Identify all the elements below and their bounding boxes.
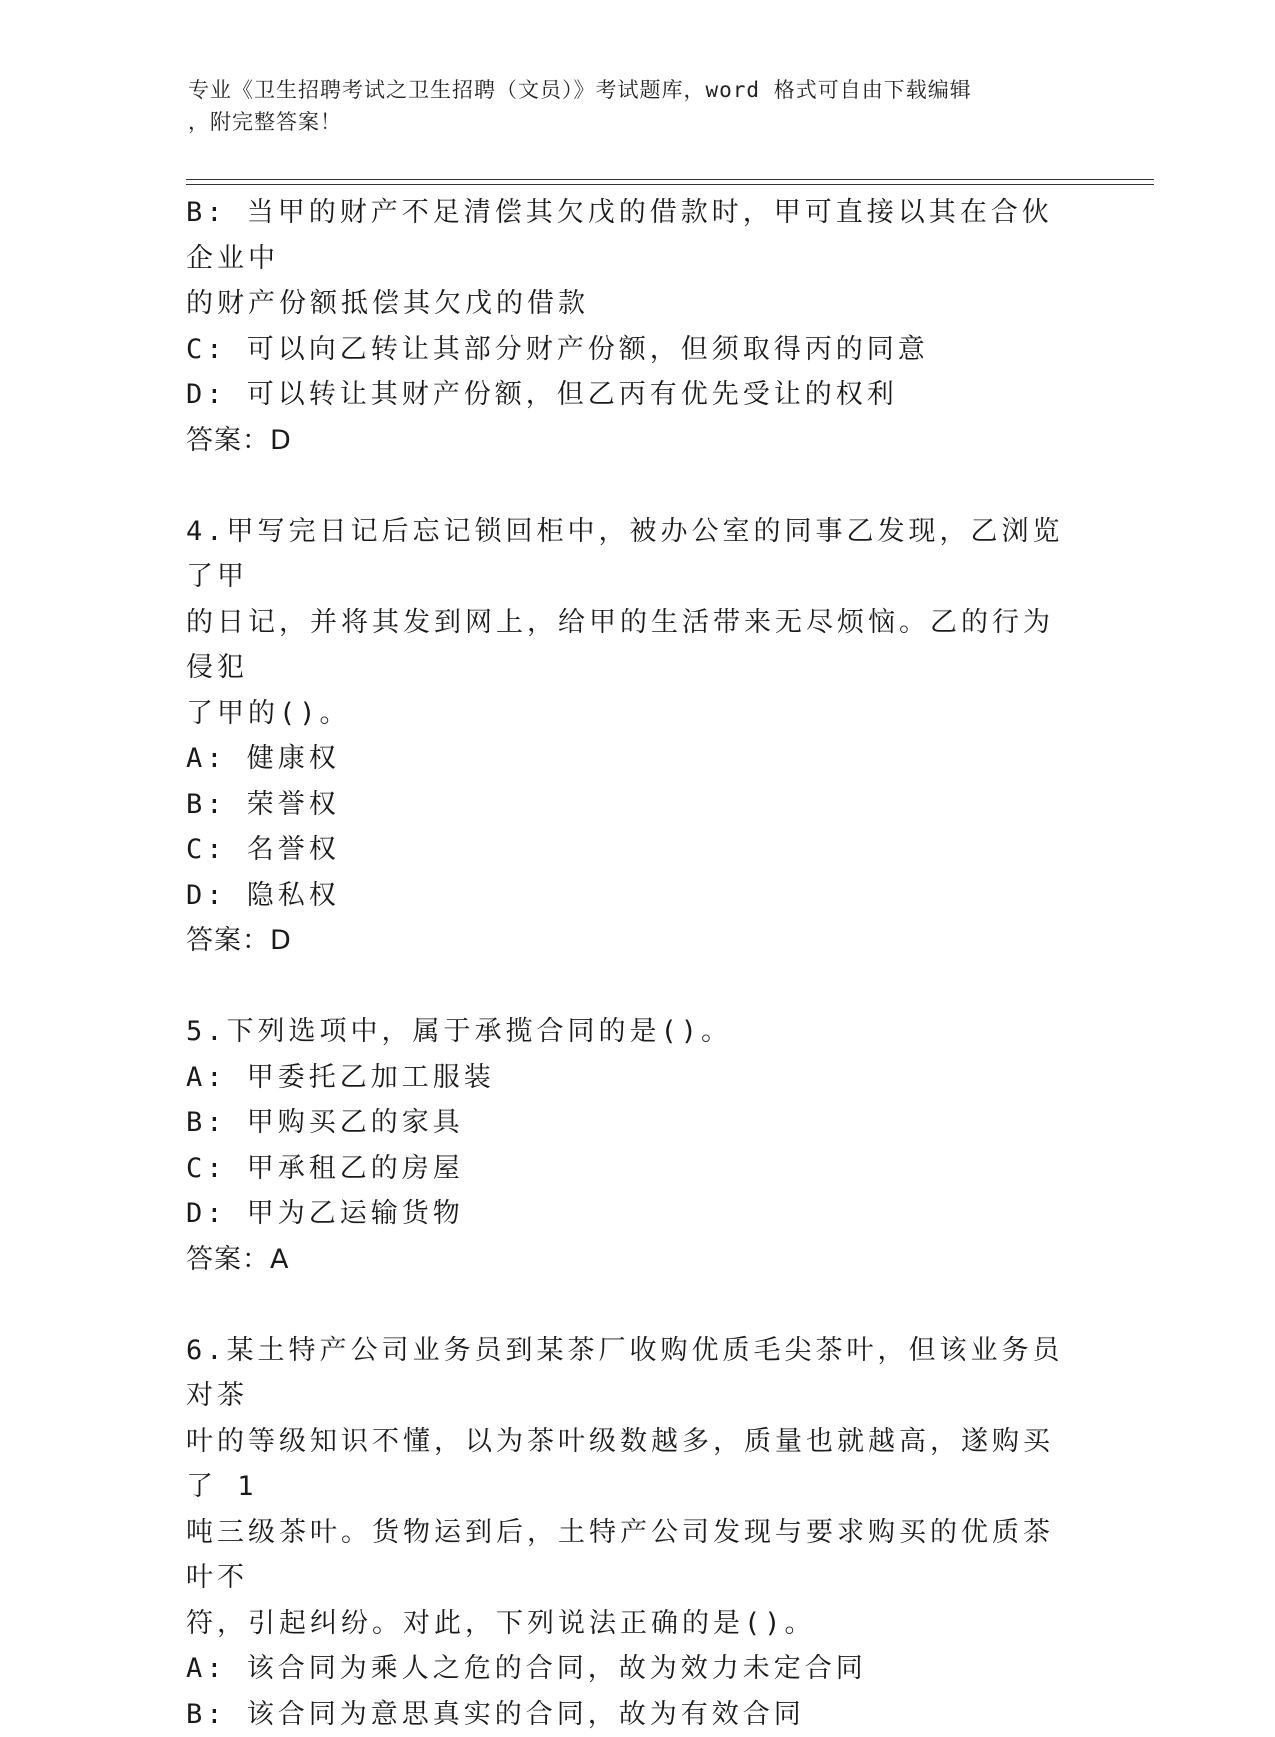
- question-5-option-a: A: 甲委托乙加工服装: [186, 1055, 1076, 1101]
- question-6: [186, 1328, 1076, 1737]
- document-header: [188, 74, 1068, 138]
- question-3-option-b-line-1: B: 当甲的财产不足清偿其欠戊的借款时，甲可直接以其在合伙企业中: [186, 190, 1076, 281]
- header-title-line-2: ，附完整答案！: [188, 106, 1068, 138]
- question-6-stem-line-1: 6.某土特产公司业务员到某茶厂收购优质毛尖茶叶，但该业务员对茶: [186, 1328, 1076, 1419]
- question-6-stem-line-3: 吨三级茶叶。货物运到后，土特产公司发现与要求购买的优质茶叶不: [186, 1510, 1076, 1601]
- spacer: [186, 964, 1076, 1010]
- question-4-stem-line-3: 了甲的()。: [186, 691, 1076, 737]
- question-4-stem-line-1: 4.甲写完日记后忘记锁回柜中，被办公室的同事乙发现，乙浏览了甲: [186, 509, 1076, 600]
- header-divider-top: [186, 179, 1154, 180]
- header-title-line-1: 专业《卫生招聘考试之卫生招聘（文员）》考试题库，word 格式可自由下载编辑: [188, 74, 1068, 106]
- question-4-stem-line-2: 的日记，并将其发到网上，给甲的生活带来无尽烦恼。乙的行为侵犯: [186, 600, 1076, 691]
- question-4-option-c: C: 名誉权: [186, 827, 1076, 873]
- question-4-option-a: A: 健康权: [186, 736, 1076, 782]
- question-5-answer: 答案：A: [186, 1237, 1076, 1283]
- spacer: [186, 463, 1076, 509]
- question-4-answer: 答案：D: [186, 918, 1076, 964]
- question-5-option-d: D: 甲为乙运输货物: [186, 1191, 1076, 1237]
- question-3-option-d: D: 可以转让其财产份额，但乙丙有优先受让的权利: [186, 372, 1076, 418]
- question-5: [186, 1009, 1076, 1282]
- question-3-option-b-line-2: 的财产份额抵偿其欠戊的借款: [186, 281, 1076, 327]
- question-6-option-b: B: 该合同为意思真实的合同，故为有效合同: [186, 1692, 1076, 1737]
- header-divider-bottom: [186, 184, 1154, 185]
- question-6-option-a: A: 该合同为乘人之危的合同，故为效力未定合同: [186, 1646, 1076, 1692]
- question-5-option-b: B: 甲购买乙的家具: [186, 1100, 1076, 1146]
- spacer: [186, 1282, 1076, 1328]
- question-5-stem-line-1: 5.下列选项中，属于承揽合同的是()。: [186, 1009, 1076, 1055]
- question-list: [186, 190, 1076, 1737]
- question-3-continued: [186, 190, 1076, 463]
- question-6-stem-line-4: 符，引起纠纷。对此，下列说法正确的是()。: [186, 1601, 1076, 1647]
- question-3-answer: 答案：D: [186, 418, 1076, 464]
- question-5-option-c: C: 甲承租乙的房屋: [186, 1146, 1076, 1192]
- question-3-option-c: C: 可以向乙转让其部分财产份额，但须取得丙的同意: [186, 327, 1076, 373]
- question-4-option-d: D: 隐私权: [186, 873, 1076, 919]
- question-4-option-b: B: 荣誉权: [186, 782, 1076, 828]
- question-6-stem-line-2: 叶的等级知识不懂，以为茶叶级数越多，质量也就越高，遂购买了 1: [186, 1419, 1076, 1510]
- question-4: [186, 509, 1076, 964]
